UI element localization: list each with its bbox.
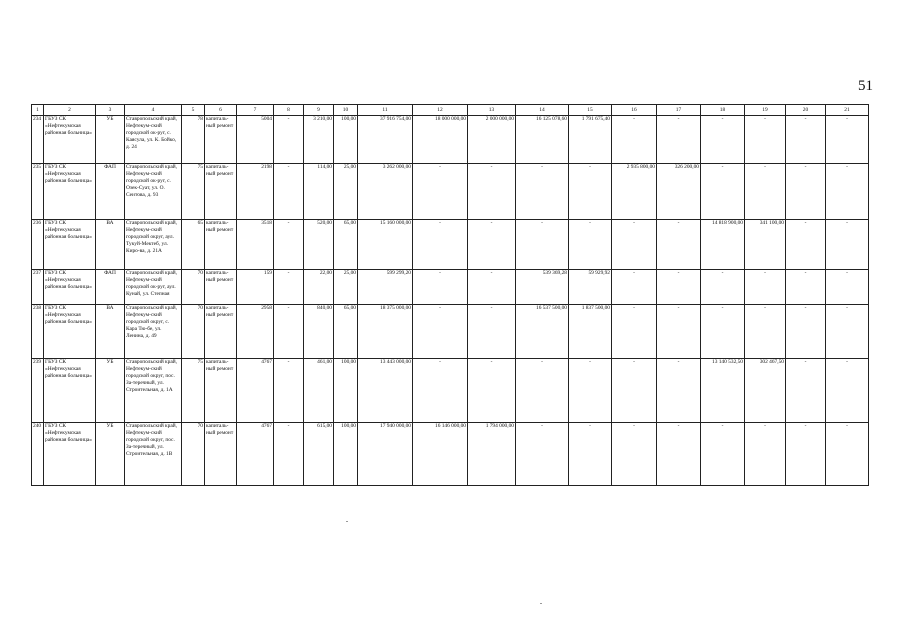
amount-cell: - — [745, 270, 786, 305]
column-header: 5 — [182, 105, 205, 116]
amount-cell: - — [612, 359, 657, 423]
amount-cell: 341 100,00 — [745, 220, 786, 270]
row-number: 239 — [32, 359, 44, 423]
address-cell: Ставропольский край, Нефтекум-ский городской ок-руг, с. Каясула, ул. К. Бойко, д. 24 — [125, 116, 182, 164]
amount-cell: - — [701, 164, 745, 220]
amount-cell: - — [657, 305, 701, 359]
table-row — [32, 305, 869, 359]
amount-cell: - — [786, 220, 826, 270]
amount-cell: - — [701, 423, 745, 486]
work-type-cell: капиталь-ный ремонт — [205, 164, 237, 220]
amount-cell: - — [516, 220, 569, 270]
column-header: 12 — [413, 105, 468, 116]
value-cell: 4767 — [237, 423, 274, 486]
address-cell: Ставропольский край, Нефтекум-ский городской округ, с. Кара Тю-бе, ул. Ленина, д. 49 — [125, 305, 182, 359]
amount-cell: 1 837 500,00 — [569, 305, 612, 359]
amount-cell: - — [786, 270, 826, 305]
column-header: 6 — [205, 105, 237, 116]
amount-cell: - — [657, 359, 701, 423]
value-cell: 25,00 — [334, 270, 358, 305]
amount-cell: - — [516, 359, 569, 423]
organization-cell: ГБУЗ СК «Нефтекумская районная больница» — [44, 164, 96, 220]
organization-cell: ГБУЗ СК «Нефтекумская районная больница» — [44, 359, 96, 423]
value-cell: - — [274, 423, 304, 486]
column-header: 9 — [304, 105, 334, 116]
address-cell: Ставропольский край, Нефтекум-ский городской округ, пос. За-теречный, ул. Строительная, д. 1В — [125, 423, 182, 486]
column-header: 2 — [44, 105, 96, 116]
value-cell: - — [274, 116, 304, 164]
amount-cell: 37 916 754,00 — [358, 116, 413, 164]
value-cell: - — [274, 359, 304, 423]
column-header: 3 — [96, 105, 125, 116]
amount-cell: 16 146 000,00 — [413, 423, 468, 486]
row-number: 235 — [32, 164, 44, 220]
amount-cell: - — [786, 359, 826, 423]
organization-cell: ГБУЗ СК «Нефтекумская районная больница» — [44, 220, 96, 270]
amount-cell: - — [468, 305, 516, 359]
amount-cell: - — [413, 220, 468, 270]
value-cell: 75 — [182, 164, 205, 220]
work-type-cell: капиталь-ный ремонт — [205, 423, 237, 486]
column-header: 13 — [468, 105, 516, 116]
amount-cell: - — [786, 305, 826, 359]
row-number: 240 — [32, 423, 44, 486]
amount-cell: 2 000 000,00 — [468, 116, 516, 164]
amount-cell: 1 791 675,40 — [569, 116, 612, 164]
row-number: 234 — [32, 116, 44, 164]
value-cell: - — [274, 220, 304, 270]
facility-type-cell: ФАП — [96, 270, 125, 305]
organization-cell: ГБУЗ СК «Нефтекумская районная больница» — [44, 270, 96, 305]
amount-cell: - — [826, 359, 869, 423]
column-header: 19 — [745, 105, 786, 116]
facility-type-cell: ВА — [96, 305, 125, 359]
amount-cell: 13 443 000,00 — [358, 359, 413, 423]
address-cell: Ставропольский край, Нефтекум-ский городской ок-руг, с. Озек-Суат, ул. О. Сеитова, д. 93 — [125, 164, 182, 220]
work-type-cell: капиталь-ный ремонт — [205, 116, 237, 164]
amount-cell: 1 794 000,00 — [468, 423, 516, 486]
value-cell: 25,00 — [334, 164, 358, 220]
amount-cell: - — [612, 423, 657, 486]
amount-cell: - — [516, 423, 569, 486]
value-cell: 65 — [182, 220, 205, 270]
value-cell: 100,00 — [334, 359, 358, 423]
amount-cell: - — [468, 270, 516, 305]
facility-type-cell: ФАП — [96, 164, 125, 220]
value-cell: 4767 — [237, 359, 274, 423]
value-cell: 65,00 — [334, 220, 358, 270]
table-row — [32, 359, 869, 423]
work-type-cell: капиталь-ный ремонт — [205, 220, 237, 270]
value-cell: 840,00 — [304, 305, 334, 359]
amount-cell: - — [657, 270, 701, 305]
value-cell: 3518 — [237, 220, 274, 270]
amount-cell: 302 467,50 — [745, 359, 786, 423]
column-header: 11 — [358, 105, 413, 116]
amount-cell: - — [786, 423, 826, 486]
amount-cell: - — [826, 423, 869, 486]
amount-cell: 3 262 000,00 — [358, 164, 413, 220]
amount-cell: - — [786, 164, 826, 220]
facility-type-cell: УБ — [96, 116, 125, 164]
value-cell: 2958 — [237, 305, 274, 359]
column-header: 20 — [786, 105, 826, 116]
value-cell: - — [274, 305, 304, 359]
amount-cell: 326 200,00 — [657, 164, 701, 220]
amount-cell: - — [413, 305, 468, 359]
amount-cell: 539 369,28 — [516, 270, 569, 305]
value-cell: 75 — [182, 359, 205, 423]
address-cell: Ставропольский край, Нефтекум-ский городской ок-руг, аул. Кунай, ул. Степная — [125, 270, 182, 305]
amount-cell: - — [745, 423, 786, 486]
column-header: 15 — [569, 105, 612, 116]
value-cell: 520,00 — [304, 220, 334, 270]
value-cell: 3 210,00 — [304, 116, 334, 164]
amount-cell: - — [569, 359, 612, 423]
table-row — [32, 270, 869, 305]
amount-cell: 13 140 532,50 — [701, 359, 745, 423]
amount-cell: 2 935 800,00 — [612, 164, 657, 220]
table-row — [32, 164, 869, 220]
value-cell: 461,00 — [304, 359, 334, 423]
amount-cell: - — [826, 305, 869, 359]
facility-type-cell: УБ — [96, 359, 125, 423]
amount-cell: - — [657, 220, 701, 270]
value-cell: 100,00 — [334, 116, 358, 164]
amount-cell: 17 940 000,00 — [358, 423, 413, 486]
organization-cell: ГБУЗ СК «Нефтекумская районная больница» — [44, 116, 96, 164]
value-cell: 70 — [182, 423, 205, 486]
value-cell: 114,00 — [304, 164, 334, 220]
amount-cell: - — [701, 116, 745, 164]
address-cell: Ставропольский край, Нефтекум-ский городской округ, аул. Тукуй-Мектеб, ул. Киро-ва, д. 21А — [125, 220, 182, 270]
work-type-cell: капиталь-ный ремонт — [205, 305, 237, 359]
amount-cell: 18 000 000,00 — [413, 116, 468, 164]
value-cell: - — [274, 270, 304, 305]
row-number: 238 — [32, 305, 44, 359]
amount-cell: - — [745, 116, 786, 164]
amount-cell: 14 818 900,00 — [701, 220, 745, 270]
value-cell: - — [274, 164, 304, 220]
column-header: 10 — [334, 105, 358, 116]
amount-cell: - — [826, 116, 869, 164]
value-cell: 70 — [182, 270, 205, 305]
amount-cell: 18 375 000,00 — [358, 305, 413, 359]
column-header: 8 — [274, 105, 304, 116]
column-header: 18 — [701, 105, 745, 116]
column-header: 14 — [516, 105, 569, 116]
facility-type-cell: УБ — [96, 423, 125, 486]
amount-cell: - — [826, 270, 869, 305]
column-header: 7 — [237, 105, 274, 116]
value-cell: 65,00 — [334, 305, 358, 359]
amount-cell: 16 125 078,60 — [516, 116, 569, 164]
column-header: 17 — [657, 105, 701, 116]
value-cell: 22,00 — [304, 270, 334, 305]
value-cell: 100,00 — [334, 423, 358, 486]
amount-cell: - — [786, 116, 826, 164]
amount-cell: - — [826, 164, 869, 220]
row-number: 236 — [32, 220, 44, 270]
value-cell: 70 — [182, 305, 205, 359]
value-cell: 2198 — [237, 164, 274, 220]
scan-speck — [346, 521, 348, 522]
amount-cell: - — [413, 359, 468, 423]
amount-cell: 599 299,20 — [358, 270, 413, 305]
column-number-row — [32, 105, 869, 116]
scan-speck — [540, 603, 542, 604]
row-number: 237 — [32, 270, 44, 305]
work-type-cell: капиталь-ный ремонт — [205, 359, 237, 423]
amount-cell: - — [745, 305, 786, 359]
page-number: 51 — [858, 78, 873, 94]
amount-cell: - — [516, 164, 569, 220]
organization-cell: ГБУЗ СК «Нефтекумская районная больница» — [44, 423, 96, 486]
amount-cell: - — [468, 220, 516, 270]
column-header: 16 — [612, 105, 657, 116]
value-cell: 78 — [182, 116, 205, 164]
table-row — [32, 423, 869, 486]
organization-cell: ГБУЗ СК «Нефтекумская районная больница» — [44, 305, 96, 359]
column-header: 1 — [32, 105, 44, 116]
address-cell: Ставропольский край, Нефтекум-ский городской округ, пос. За-теречный, ул. Строительная, д. 1А — [125, 359, 182, 423]
amount-cell: - — [468, 359, 516, 423]
amount-cell: - — [826, 220, 869, 270]
amount-cell: - — [468, 164, 516, 220]
amount-cell: 59 929,92 — [569, 270, 612, 305]
amount-cell: - — [413, 270, 468, 305]
amount-cell: - — [569, 220, 612, 270]
amount-cell: - — [701, 270, 745, 305]
amount-cell: - — [701, 305, 745, 359]
work-type-cell: капиталь-ный ремонт — [205, 270, 237, 305]
amount-cell: - — [612, 116, 657, 164]
value-cell: 615,00 — [304, 423, 334, 486]
amount-cell: - — [745, 164, 786, 220]
table-row — [32, 116, 869, 164]
amount-cell: 15 160 000,00 — [358, 220, 413, 270]
amount-cell: 16 537 500,00 — [516, 305, 569, 359]
amount-cell: - — [612, 305, 657, 359]
facility-register-table — [31, 104, 869, 486]
column-header: 21 — [826, 105, 869, 116]
value-cell: 159 — [237, 270, 274, 305]
amount-cell: - — [612, 270, 657, 305]
facility-type-cell: ВА — [96, 220, 125, 270]
amount-cell: - — [413, 164, 468, 220]
amount-cell: - — [612, 220, 657, 270]
amount-cell: - — [569, 423, 612, 486]
amount-cell: - — [657, 116, 701, 164]
amount-cell: - — [569, 164, 612, 220]
value-cell: 5004 — [237, 116, 274, 164]
amount-cell: - — [657, 423, 701, 486]
table-row — [32, 220, 869, 270]
column-header: 4 — [125, 105, 182, 116]
